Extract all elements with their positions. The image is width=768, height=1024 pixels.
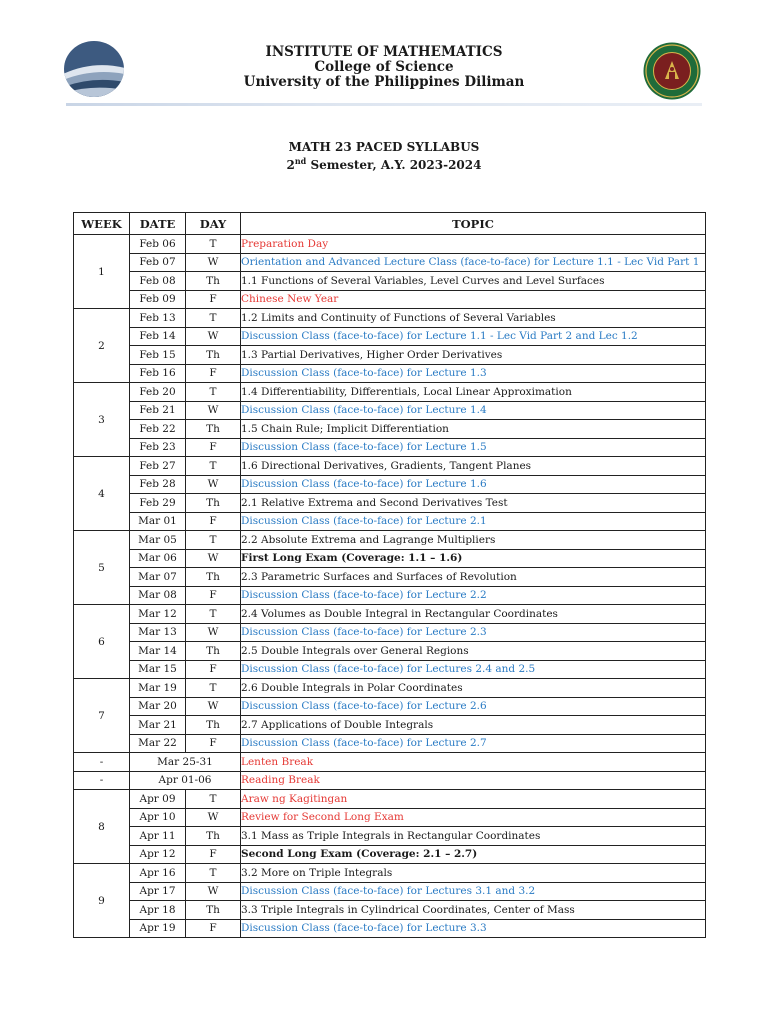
table-row <box>74 364 706 383</box>
topic-cell: 2.2 Absolute Extrema and Lagrange Multipliers <box>241 531 706 550</box>
date-cell: Feb 08 <box>130 272 186 291</box>
schedule-body <box>74 235 706 938</box>
table-row <box>74 642 706 661</box>
table-row <box>74 346 706 365</box>
date-cell: Mar 22 <box>130 734 186 753</box>
table-row <box>74 790 706 809</box>
table-row <box>74 327 706 346</box>
topic-cell: Discussion Class (face-to-face) for Lectures 2.4 and 2.5 <box>241 660 706 679</box>
topic-cell: Discussion Class (face-to-face) for Lecture 1.6 <box>241 475 706 494</box>
topic-cell: Second Long Exam (Coverage: 2.1 – 2.7) <box>241 845 706 864</box>
date-cell: Feb 29 <box>130 494 186 513</box>
week-cell: 9 <box>74 864 130 938</box>
document-header <box>0 0 768 110</box>
topic-cell: Review for Second Long Exam <box>241 808 706 827</box>
topic-cell: 1.1 Functions of Several Variables, Level Curves and Level Surfaces <box>241 272 706 291</box>
week-cell: 1 <box>74 235 130 309</box>
week-header: WEEK <box>74 213 130 235</box>
day-cell: Th <box>186 568 241 587</box>
date-header: DATE <box>130 213 186 235</box>
topic-cell: 1.5 Chain Rule; Implicit Differentiation <box>241 420 706 439</box>
university-name: University of the Philippines Diliman <box>243 74 525 90</box>
week-cell: - <box>74 753 130 772</box>
topic-cell: 2.4 Volumes as Double Integral in Rectangular Coordinates <box>241 605 706 624</box>
topic-cell: 1.4 Differentiability, Differentials, Local Linear Approximation <box>241 383 706 402</box>
table-row <box>74 568 706 587</box>
day-cell: F <box>186 845 241 864</box>
day-cell: F <box>186 734 241 753</box>
schedule-table <box>73 212 706 938</box>
topic-cell: Araw ng Kagitingan <box>241 790 706 809</box>
day-cell: T <box>186 309 241 328</box>
week-cell: 6 <box>74 605 130 679</box>
table-row <box>74 475 706 494</box>
table-row <box>74 734 706 753</box>
topic-cell: 1.2 Limits and Continuity of Functions of Several Variables <box>241 309 706 328</box>
syllabus-title <box>0 140 768 172</box>
topic-cell: 3.3 Triple Integrals in Cylindrical Coordinates, Center of Mass <box>241 901 706 920</box>
day-cell: T <box>186 531 241 550</box>
table-row <box>74 420 706 439</box>
table-row <box>74 235 706 254</box>
date-cell: Apr 18 <box>130 901 186 920</box>
day-cell: Th <box>186 642 241 661</box>
table-row <box>74 438 706 457</box>
date-cell: Feb 13 <box>130 309 186 328</box>
college-name: College of Science <box>314 59 454 75</box>
topic-cell: Discussion Class (face-to-face) for Lecture 2.6 <box>241 697 706 716</box>
table-header-row <box>74 213 706 235</box>
day-cell: F <box>186 660 241 679</box>
topic-cell: Discussion Class (face-to-face) for Lecture 2.7 <box>241 734 706 753</box>
date-cell: Mar 13 <box>130 623 186 642</box>
day-cell: W <box>186 401 241 420</box>
day-cell: Th <box>186 901 241 920</box>
date-cell: Mar 07 <box>130 568 186 587</box>
date-cell: Feb 14 <box>130 327 186 346</box>
date-cell: Mar 08 <box>130 586 186 605</box>
date-cell: Feb 28 <box>130 475 186 494</box>
university-seal-icon <box>643 42 701 100</box>
day-cell: Th <box>186 827 241 846</box>
topic-cell: Discussion Class (face-to-face) for Lecture 3.3 <box>241 919 706 938</box>
table-row <box>74 290 706 309</box>
topic-cell: Preparation Day <box>241 235 706 254</box>
table-row <box>74 623 706 642</box>
table-row <box>74 309 706 328</box>
topic-cell: Discussion Class (face-to-face) for Lecture 2.1 <box>241 512 706 531</box>
date-cell: Mar 15 <box>130 660 186 679</box>
date-cell: Feb 06 <box>130 235 186 254</box>
day-cell: T <box>186 457 241 476</box>
table-row <box>74 716 706 735</box>
topic-cell: Discussion Class (face-to-face) for Lecture 1.5 <box>241 438 706 457</box>
table-row <box>74 679 706 698</box>
day-cell: W <box>186 808 241 827</box>
date-cell: Mar 21 <box>130 716 186 735</box>
table-row <box>74 919 706 938</box>
date-cell: Apr 12 <box>130 845 186 864</box>
day-cell: Th <box>186 716 241 735</box>
topic-cell: Discussion Class (face-to-face) for Lecture 1.4 <box>241 401 706 420</box>
day-cell: T <box>186 383 241 402</box>
table-row <box>74 253 706 272</box>
table-row <box>74 549 706 568</box>
day-cell: W <box>186 697 241 716</box>
topic-cell: Discussion Class (face-to-face) for Lecture 1.1 - Lec Vid Part 2 and Lec 1.2 <box>241 327 706 346</box>
table-row <box>74 827 706 846</box>
day-cell: Th <box>186 420 241 439</box>
course-title: MATH 23 PACED SYLLABUS <box>288 140 480 154</box>
topic-cell: 1.6 Directional Derivatives, Gradients, Tangent Planes <box>241 457 706 476</box>
day-cell: T <box>186 864 241 883</box>
day-cell: T <box>186 235 241 254</box>
topic-cell: Discussion Class (face-to-face) for Lecture 2.2 <box>241 586 706 605</box>
table-row <box>74 901 706 920</box>
topic-cell: Chinese New Year <box>241 290 706 309</box>
date-cell: Apr 17 <box>130 882 186 901</box>
date-cell: Mar 06 <box>130 549 186 568</box>
table-row <box>74 586 706 605</box>
topic-cell: Discussion Class (face-to-face) for Lecture 2.3 <box>241 623 706 642</box>
topic-cell: Orientation and Advanced Lecture Class (face-to-face) for Lecture 1.1 - Lec Vid Part 1 <box>241 253 706 272</box>
date-cell: Mar 12 <box>130 605 186 624</box>
table-row <box>74 272 706 291</box>
topic-cell: Lenten Break <box>241 753 706 772</box>
topic-cell: First Long Exam (Coverage: 1.1 – 1.6) <box>241 549 706 568</box>
date-cell: Feb 20 <box>130 383 186 402</box>
table-row <box>74 845 706 864</box>
date-cell: Feb 22 <box>130 420 186 439</box>
table-row <box>74 401 706 420</box>
semester-label: 2nd Semester, A.Y. 2023-2024 <box>286 156 482 172</box>
date-cell: Apr 10 <box>130 808 186 827</box>
date-range-cell: Apr 01-06 <box>130 771 241 790</box>
date-cell: Apr 09 <box>130 790 186 809</box>
date-cell: Mar 14 <box>130 642 186 661</box>
table-row <box>74 660 706 679</box>
table-row <box>74 771 706 790</box>
week-cell: 8 <box>74 790 130 864</box>
week-cell: 4 <box>74 457 130 531</box>
day-cell: F <box>186 512 241 531</box>
day-cell: T <box>186 679 241 698</box>
day-cell: W <box>186 253 241 272</box>
date-cell: Feb 23 <box>130 438 186 457</box>
day-cell: T <box>186 605 241 624</box>
day-cell: F <box>186 438 241 457</box>
date-cell: Apr 16 <box>130 864 186 883</box>
day-header: DAY <box>186 213 241 235</box>
date-cell: Feb 21 <box>130 401 186 420</box>
day-cell: W <box>186 623 241 642</box>
day-cell: F <box>186 586 241 605</box>
day-cell: Th <box>186 272 241 291</box>
table-row <box>74 605 706 624</box>
day-cell: Th <box>186 494 241 513</box>
table-row <box>74 753 706 772</box>
topic-cell: 2.3 Parametric Surfaces and Surfaces of Revolution <box>241 568 706 587</box>
day-cell: W <box>186 327 241 346</box>
day-cell: T <box>186 790 241 809</box>
date-cell: Feb 15 <box>130 346 186 365</box>
week-cell: 7 <box>74 679 130 753</box>
date-cell: Feb 07 <box>130 253 186 272</box>
day-cell: F <box>186 919 241 938</box>
week-cell: - <box>74 771 130 790</box>
date-cell: Mar 01 <box>130 512 186 531</box>
day-cell: Th <box>186 346 241 365</box>
topic-cell: 2.1 Relative Extrema and Second Derivatives Test <box>241 494 706 513</box>
topic-header: TOPIC <box>241 213 706 235</box>
table-row <box>74 494 706 513</box>
week-cell: 2 <box>74 309 130 383</box>
date-cell: Feb 09 <box>130 290 186 309</box>
topic-cell: Discussion Class (face-to-face) for Lectures 3.1 and 3.2 <box>241 882 706 901</box>
topic-cell: 3.1 Mass as Triple Integrals in Rectangular Coordinates <box>241 827 706 846</box>
day-cell: W <box>186 549 241 568</box>
table-row <box>74 531 706 550</box>
institute-name: INSTITUTE OF MATHEMATICS <box>265 44 503 60</box>
day-cell: W <box>186 882 241 901</box>
table-row <box>74 882 706 901</box>
topic-cell: 3.2 More on Triple Integrals <box>241 864 706 883</box>
header-divider <box>66 103 702 106</box>
date-cell: Mar 05 <box>130 531 186 550</box>
table-row <box>74 697 706 716</box>
date-cell: Mar 19 <box>130 679 186 698</box>
topic-cell: 2.5 Double Integrals over General Regions <box>241 642 706 661</box>
date-cell: Feb 16 <box>130 364 186 383</box>
table-row <box>74 512 706 531</box>
topic-cell: 2.6 Double Integrals in Polar Coordinates <box>241 679 706 698</box>
date-cell: Feb 27 <box>130 457 186 476</box>
week-cell: 5 <box>74 531 130 605</box>
day-cell: F <box>186 364 241 383</box>
table-row <box>74 864 706 883</box>
topic-cell: 1.3 Partial Derivatives, Higher Order Derivatives <box>241 346 706 365</box>
day-cell: F <box>186 290 241 309</box>
table-row <box>74 457 706 476</box>
table-row <box>74 808 706 827</box>
topic-cell: Reading Break <box>241 771 706 790</box>
date-range-cell: Mar 25-31 <box>130 753 241 772</box>
topic-cell: Discussion Class (face-to-face) for Lecture 1.3 <box>241 364 706 383</box>
topic-cell: 2.7 Applications of Double Integrals <box>241 716 706 735</box>
date-cell: Apr 11 <box>130 827 186 846</box>
week-cell: 3 <box>74 383 130 457</box>
table-row <box>74 383 706 402</box>
date-cell: Mar 20 <box>130 697 186 716</box>
day-cell: W <box>186 475 241 494</box>
date-cell: Apr 19 <box>130 919 186 938</box>
